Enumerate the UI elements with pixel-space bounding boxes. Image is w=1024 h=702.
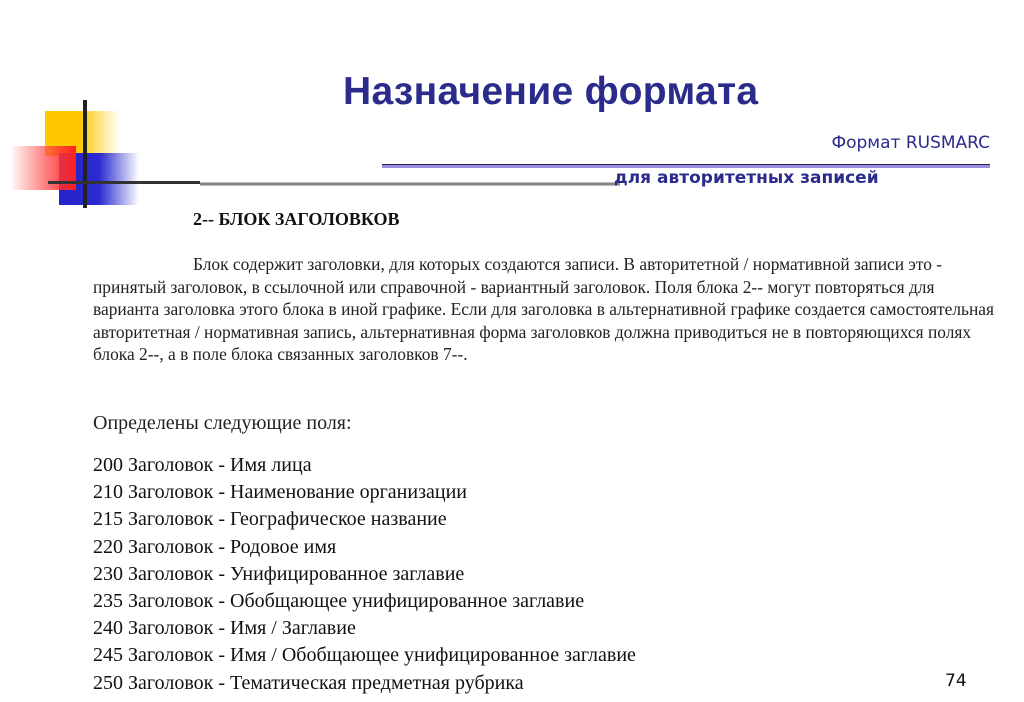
defined-fields-label: Определены следующие поля: — [93, 412, 352, 434]
gray-divider — [200, 182, 620, 186]
description-paragraph — [93, 253, 1003, 366]
list-item: 240 Заголовок - Имя / Заглавие — [93, 617, 356, 640]
list-item: 200 Заголовок - Имя лица — [93, 454, 312, 476]
tagline: для авторитетных записей — [614, 168, 879, 188]
list-item: 250 Заголовок - Тематическая предметная рубрика — [93, 671, 524, 694]
page-number: 74 — [945, 671, 967, 691]
list-item: 235 Заголовок - Обобщающее унифицированное заглавие — [93, 590, 585, 613]
list-item: 245 Заголовок - Имя / Обобщающее унифицированное заглавие — [93, 644, 636, 667]
list-item: 230 Заголовок - Унифицированное заглавие — [93, 562, 465, 585]
list-item: 215 Заголовок - Географическое название — [93, 508, 447, 531]
description-text: Блок содержит заголовки, для которых создаются записи. В авторитетной / нормативной записи это - принятый заголовок, в ссылочной или справочной - вариантный заголовок. Поля блока 2-- могут повторяться для варианта заголовка этого блока в иной графике. Если для заголовка в альтернативной графике создается самостоятельная авторитетная / нормативная запись, альтернативная форма заголовков должна приводиться не в повторяющихся полях блока 2--, а в поле блока связанных заголовков 7--. — [93, 254, 994, 365]
decorative-logo — [0, 90, 200, 220]
format-subtitle: Формат RUSMARC — [831, 133, 990, 153]
block-heading: 2-- БЛОК ЗАГОЛОВКОВ — [193, 209, 400, 229]
list-item: 220 Заголовок - Родовое имя — [93, 535, 337, 558]
fields-list — [93, 452, 636, 697]
vertical-line-shape — [83, 100, 87, 208]
slide-title: Назначение формата — [343, 70, 759, 113]
horizontal-line-shape — [48, 181, 200, 184]
list-item: 210 Заголовок - Наименование организации — [93, 481, 467, 504]
